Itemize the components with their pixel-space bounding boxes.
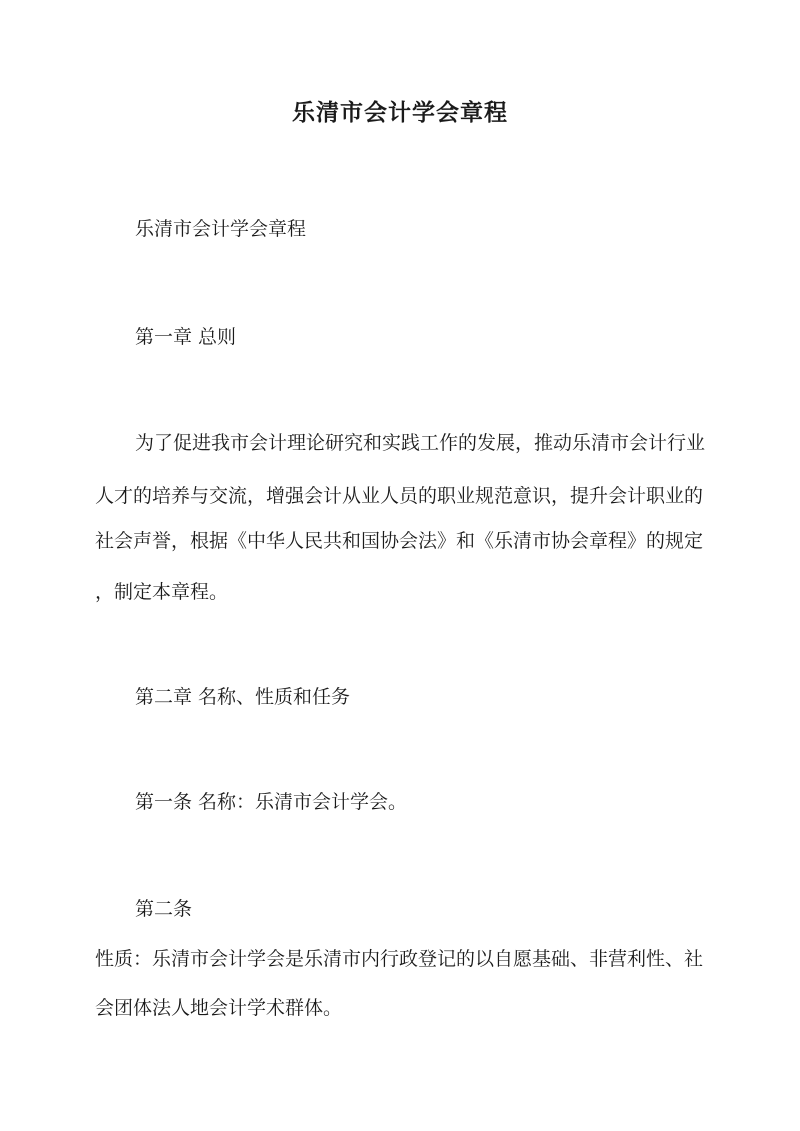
article2-line-1: 性质：乐清市会计学会是乐清市内行政登记的以自愿基础、非营利性、社 bbox=[95, 948, 704, 970]
document-subtitle: 乐清市会计学会章程 bbox=[135, 218, 307, 240]
article1-text: 第一条 名称：乐清市会计学会。 bbox=[135, 791, 408, 813]
document-title: 乐清市会计学会章程 bbox=[292, 99, 508, 126]
chapter1-heading: 第一章 总则 bbox=[135, 326, 237, 348]
chapter2-heading: 第二章 名称、性质和任务 bbox=[135, 686, 351, 708]
chapter1-paragraph-line-2: 人才的培养与交流，增强会计从业人员的职业规范意识，提升会计职业的 bbox=[95, 485, 704, 507]
chapter1-paragraph-line-3: 社会声誉，根据《中华人民共和国协会法》和《乐清市协会章程》的规定 bbox=[95, 530, 704, 552]
article2-label: 第二条 bbox=[135, 898, 193, 920]
chapter1-paragraph-line-1: 为了促进我市会计理论研究和实践工作的发展，推动乐清市会计行业 bbox=[135, 432, 706, 454]
chapter1-paragraph-line-4: ，制定本章程。 bbox=[95, 581, 229, 603]
article2-line-2: 会团体法人地会计学术群体。 bbox=[95, 997, 343, 1019]
